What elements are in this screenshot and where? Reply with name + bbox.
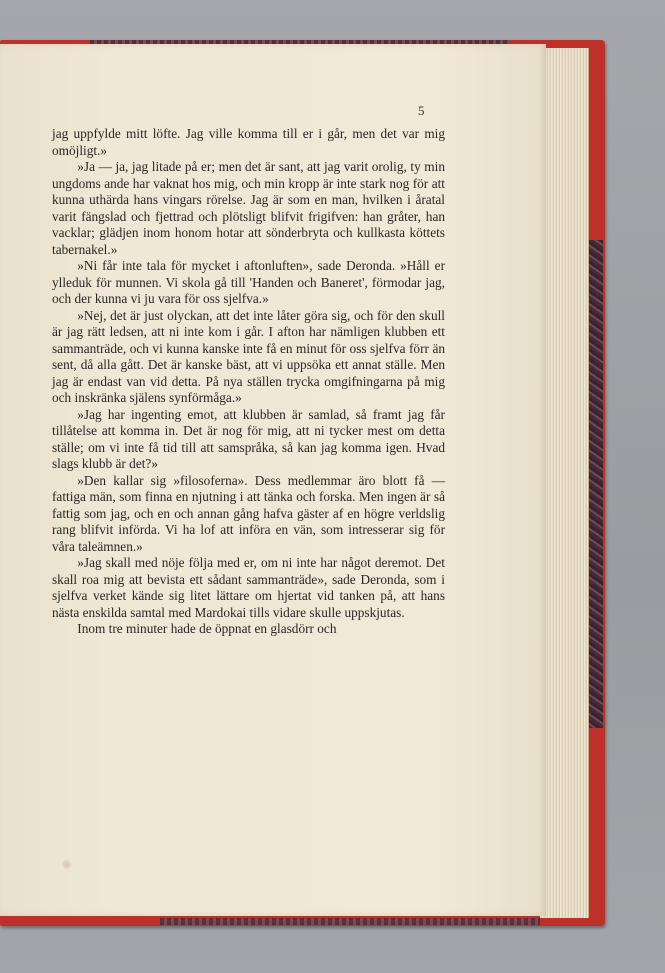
paragraph: Inom tre minuter hade de öppnat en glasdörr och: [77, 621, 337, 636]
paragraph: jag uppfylde mitt löfte. Jag ville komma till er i går, men det var mig omöjligt.»: [52, 126, 445, 158]
page-edges: [540, 48, 589, 918]
marbled-edge-bottom: [160, 918, 540, 925]
marbled-edge-side: [588, 240, 603, 728]
page-number: 5: [418, 103, 425, 118]
paragraph: »Jag skall med nöje följa med er, om ni inte har något deremot. Det skall roa mig att bevista ett sådant sammanträde», sade Deronda, som i sjelfva verket kände sig litet lättare om hjertat vid tanken på, att hans nästa enskilda samtal med Mardokai tills vidare skulle uppskjutas.: [52, 555, 445, 620]
paragraph: »Ja — ja, jag litade på er; men det är sant, att jag varit orolig, ty min ungdoms ande har vaknat hos mig, och min kropp är inte stark nog för att kunna uthärda hans vingars rörelse. Jag är som en man, hvilken i åratal varit fängslad och fjettrad och plötsligt blifvit frigifven: han gråter, han vacklar; glädjen inom honom hotar att sönderbryta och kullkasta köttets tabernakel.»: [52, 159, 445, 257]
paragraph: »Jag har ingenting emot, att klubben är samlad, så framt jag får tillåtelse att komma in. Det är nog för mig, att ni tycker mest om detta ställe; om vi inte få tid till att samspråka, så kan jag komma igen. Hvad slags klubb är det?»: [52, 406, 445, 471]
body-text: [52, 126, 445, 638]
paragraph: »Den kallar sig »filosoferna». Dess medlemmar äro blott få — fattiga män, som finna en njutning i att tänka och forska. Men ingen är så fattig som jag, och en och annan gång hafva gäster af en högre verldslig rang blifvit införda. Vi ha lof att införa en vän, som intresserar sig för våra taleämnen.»: [52, 472, 445, 554]
paragraph: »Ni får inte tala för mycket i aftonluften», sade Deronda. »Håll er ylleduk för munnen. Vi skola gå till 'Handen och Baneret', förmodar jag, och der kunna vi ju vara för oss sjelfva.»: [52, 258, 445, 306]
paragraph: »Nej, det är just olyckan, att det inte låter göra sig, och för den skull är jag rätt ledsen, att ni inte kom i går. I afton har nämligen klubben ett sammanträde, och vi kunna kanske inte få en minut för oss sjelfva förr än sent, då alla gått. Det är kanske bäst, att vi uppsöka ett annat ställe. Men jag är endast van vid detta. På nya ställen trycka omgifningarna på mig och inskränka själens synförmåga.»: [52, 307, 445, 405]
paper-stain: [62, 860, 71, 869]
